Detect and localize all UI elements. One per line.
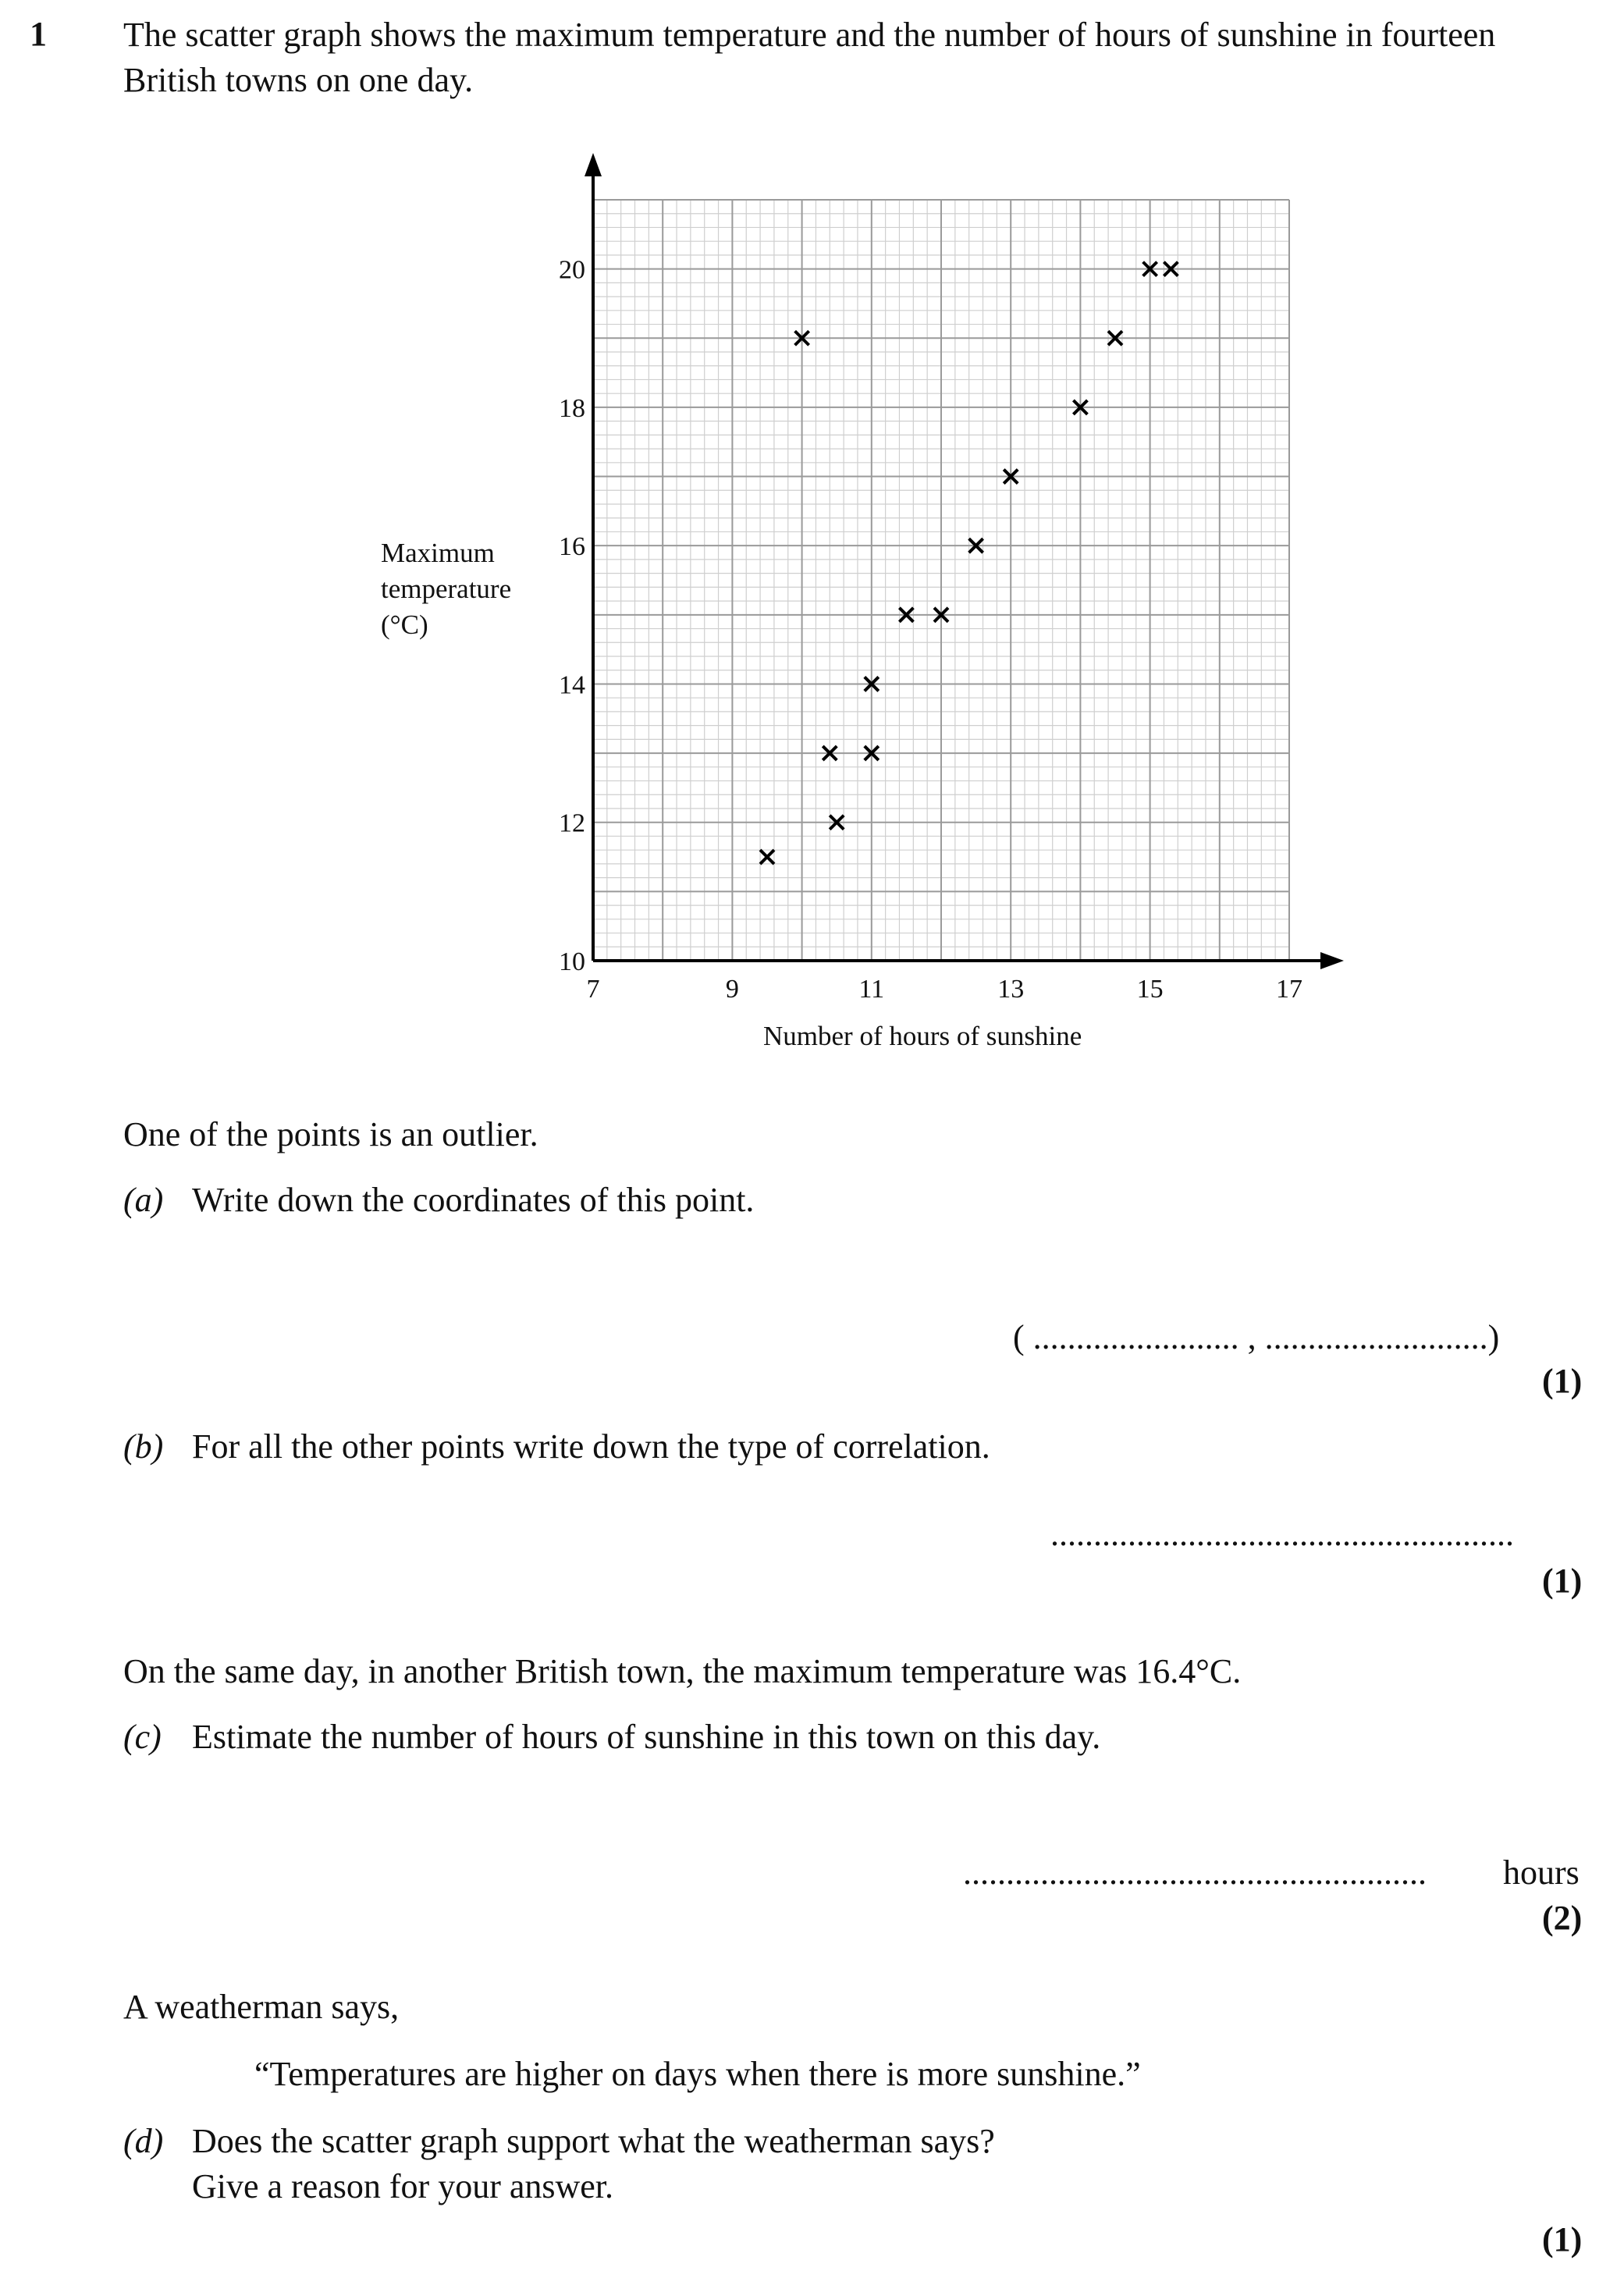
- part-a-marks: (1): [1542, 1362, 1583, 1400]
- part-c-unit: hours: [1503, 1853, 1580, 1892]
- data-point: [1108, 331, 1122, 345]
- weatherman-intro: A weatherman says,: [123, 1988, 400, 2026]
- x-tick-label: 17: [1276, 975, 1302, 1004]
- y-tick-label: 16: [559, 532, 585, 562]
- y-axis-label-line: Maximum: [381, 538, 495, 568]
- y-axis-arrowhead: [585, 153, 602, 176]
- question-intro: The scatter graph shows the maximum temperature and the number of hours of sunshine in fourteen British towns on one day.: [123, 16, 1496, 99]
- part-d-marks: (1): [1542, 2220, 1583, 2259]
- y-tick-label: 10: [559, 947, 585, 976]
- part-c-answer-line[interactable]: ......................................................: [963, 1853, 1427, 1892]
- x-tick-label: 7: [586, 975, 600, 1004]
- outlier-intro: One of the points is an outlier.: [123, 1115, 538, 1153]
- y-axis-label-line: temperature: [381, 574, 512, 604]
- part-c-letter: (c): [123, 1718, 162, 1756]
- data-point: [969, 538, 983, 553]
- part-c-question: Estimate the number of hours of sunshine in this town on this day.: [192, 1718, 1101, 1756]
- part-b-question: For all the other points write down the type of correlation.: [192, 1427, 990, 1466]
- data-point: [830, 816, 844, 830]
- x-tick-label: 15: [1136, 975, 1164, 1004]
- grid-minor-lines: [593, 200, 1289, 961]
- axes: [585, 153, 1344, 969]
- data-point: [823, 746, 837, 760]
- same-day-text: On the same day, in another British town, the maximum temperature was 16.4°C.: [123, 1652, 1242, 1690]
- part-a-question: Write down the coordinates of this point.: [192, 1181, 755, 1219]
- data-point: [1004, 470, 1018, 484]
- y-axis-label-line: (°C): [381, 610, 428, 640]
- y-tick-label: 14: [559, 670, 585, 700]
- data-point: [1143, 262, 1157, 276]
- tick-labels: [559, 256, 1302, 1004]
- part-b-answer-line[interactable]: ......................................................: [1050, 1515, 1514, 1553]
- data-points: [760, 262, 1178, 864]
- y-tick-label: 20: [559, 255, 585, 285]
- part-b-marks: (1): [1542, 1562, 1583, 1600]
- x-tick-label: 13: [997, 975, 1025, 1004]
- y-tick-label: 12: [559, 809, 585, 838]
- part-a-letter: (a): [123, 1181, 164, 1219]
- x-axis-arrowhead: [1320, 952, 1344, 969]
- x-axis-label: Number of hours of sunshine: [763, 1021, 1082, 1051]
- y-axis-label: [381, 535, 537, 643]
- part-c-marks: (2): [1542, 1899, 1583, 1937]
- part-d-letter: (d): [123, 2122, 164, 2160]
- y-tick-label: 18: [559, 393, 585, 423]
- data-point: [1164, 262, 1178, 276]
- data-point: [899, 608, 913, 622]
- data-point: [795, 331, 809, 345]
- x-tick-label: 11: [858, 975, 885, 1004]
- part-b-letter: (b): [123, 1427, 164, 1466]
- part-d-question-line1: Does the scatter graph support what the weatherman says?: [192, 2122, 995, 2160]
- data-point: [760, 850, 774, 864]
- data-point: [865, 677, 879, 691]
- part-d-question-line2: Give a reason for your answer.: [192, 2167, 614, 2205]
- part-a-answer-line[interactable]: ( ........................ , ..........................): [1013, 1318, 1500, 1356]
- data-point: [934, 608, 948, 622]
- question-number: 1: [30, 15, 47, 53]
- grid-major-lines: [593, 200, 1289, 961]
- data-point: [865, 746, 879, 760]
- weatherman-quote: “Temperatures are higher on days when there is more sunshine.”: [254, 2055, 1141, 2093]
- x-tick-label: 9: [725, 975, 739, 1004]
- data-point: [1073, 400, 1087, 414]
